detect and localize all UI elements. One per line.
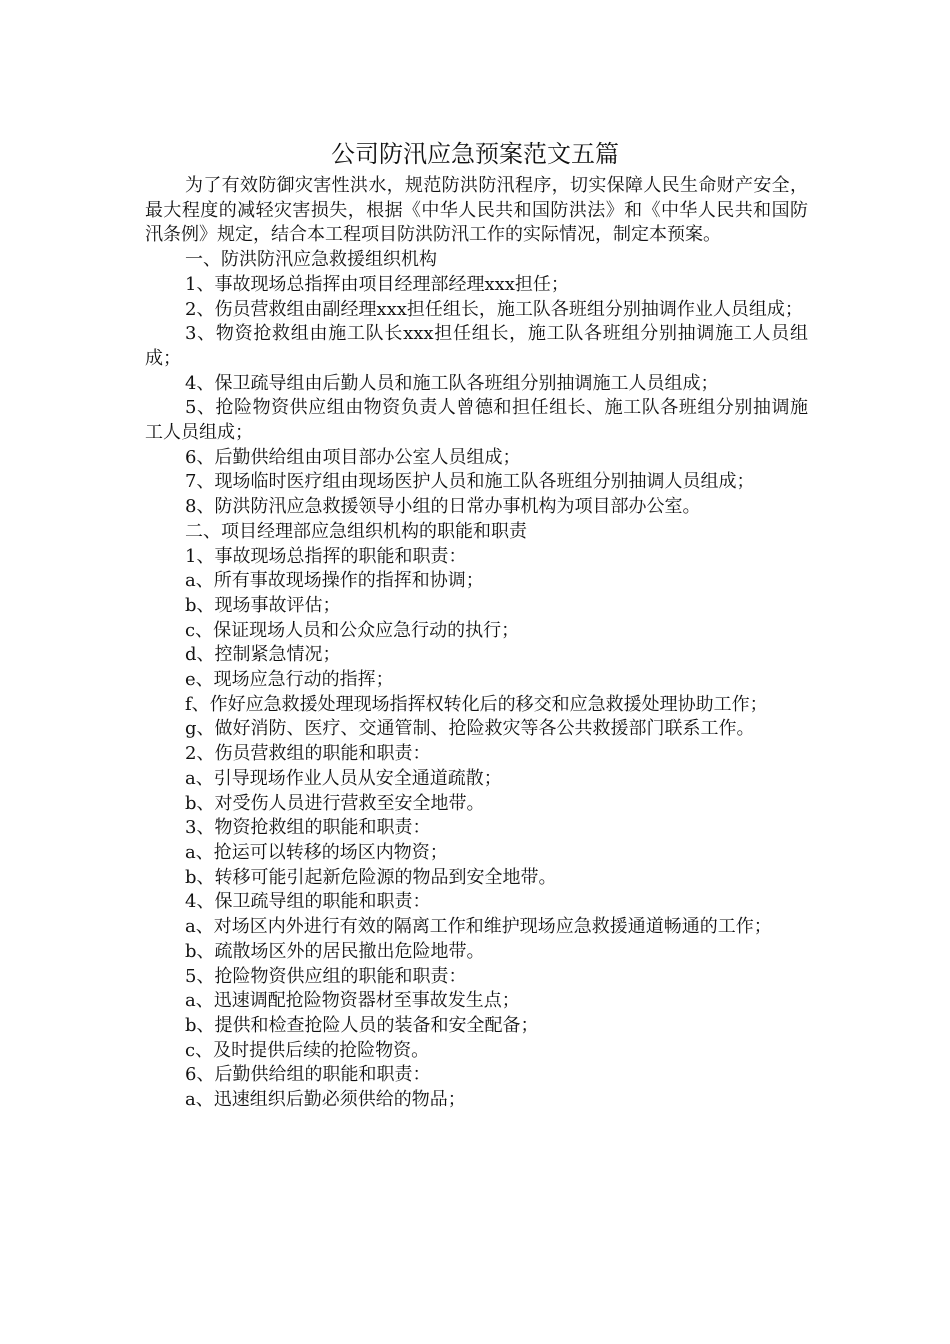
subsection-heading: 4、保卫疏导组的职能和职责： xyxy=(185,891,431,913)
list-item: 7、现场临时医疗组由现场医护人员和施工队各班组分别抽调人员组成； xyxy=(185,471,755,493)
subsection-heading: 6、后勤供给组的职能和职责： xyxy=(185,1064,431,1086)
list-item: a、对场区内外进行有效的隔离工作和维护现场应急救援通道畅通的工作； xyxy=(185,916,772,938)
list-item: f、作好应急救援处理现场指挥权转化后的移交和应急救援处理协助工作； xyxy=(185,693,768,715)
list-item: b、现场事故评估； xyxy=(185,594,341,616)
list-item: a、迅速组织后勤必须供给的物品； xyxy=(185,1089,466,1111)
list-item: a、所有事故现场操作的指挥和协调； xyxy=(185,570,484,592)
list-item: e、现场应急行动的指挥； xyxy=(185,669,394,691)
list-item: 2、伤员营救组由副经理xxx担任组长，施工队各班组分别抽调作业人员组成； xyxy=(185,298,803,320)
list-item: b、疏散场区外的居民撤出危险地带。 xyxy=(185,940,485,962)
section-heading-1: 一、防洪防汛应急救援组织机构 xyxy=(185,249,437,271)
document-body xyxy=(145,174,808,1113)
list-item: c、及时提供后续的抢险物资。 xyxy=(185,1039,430,1061)
list-item: 3、物资抢救组由施工队长xxx担任组长，施工队各班组分别抽调施工人员组成； xyxy=(145,323,808,369)
list-item: 4、保卫疏导组由后勤人员和施工队各班组分别抽调施工人员组成； xyxy=(185,372,719,394)
list-item: b、提供和检查抢险人员的装备和安全配备； xyxy=(185,1014,539,1036)
list-item: d、控制紧急情况； xyxy=(185,644,341,666)
subsection-heading: 2、伤员营救组的职能和职责： xyxy=(185,743,431,765)
list-item: a、迅速调配抢险物资器材至事故发生点； xyxy=(185,990,520,1012)
list-item: g、做好消防、医疗、交通管制、抢险救灾等各公共救援部门联系工作。 xyxy=(185,718,755,740)
subsection-heading: 1、事故现场总指挥的职能和职责： xyxy=(185,545,467,567)
paragraph-intro: 为了有效防御灾害性洪水，规范防洪防汛程序，切实保障人民生命财产安全，最大程度的减轻灾害损失，根据《中华人民共和国防洪法》和《中华人民共和国防汛条例》规定，结合本工程项目防洪防汛工作的实际情况，制定本预案。 xyxy=(145,175,808,246)
document-title: 公司防汛应急预案范文五篇 xyxy=(331,140,619,168)
list-item: 5、抢险物资供应组由物资负责人曾德和担任组长、施工队各班组分别抽调施工人员组成； xyxy=(145,397,808,444)
section-heading-2: 二、项目经理部应急组织机构的职能和职责 xyxy=(185,520,527,542)
list-item: c、保证现场人员和公众应急行动的执行； xyxy=(185,619,520,641)
list-item: a、抢运可以转移的场区内物资； xyxy=(185,841,448,863)
list-item: 8、防洪防汛应急救援领导小组的日常办事机构为项目部办公室。 xyxy=(185,496,701,518)
subsection-heading: 5、抢险物资供应组的职能和职责： xyxy=(185,965,467,987)
list-item: b、对受伤人员进行营救至安全地带。 xyxy=(185,792,485,814)
list-item: 6、后勤供给组由项目部办公室人员组成； xyxy=(185,446,521,468)
list-item: 1、事故现场总指挥由项目经理部经理xxx担任； xyxy=(185,273,569,295)
list-item: a、引导现场作业人员从安全通道疏散； xyxy=(185,767,502,789)
subsection-heading: 3、物资抢救组的职能和职责： xyxy=(185,817,431,839)
list-item: b、转移可能引起新危险源的物品到安全地带。 xyxy=(185,866,557,888)
